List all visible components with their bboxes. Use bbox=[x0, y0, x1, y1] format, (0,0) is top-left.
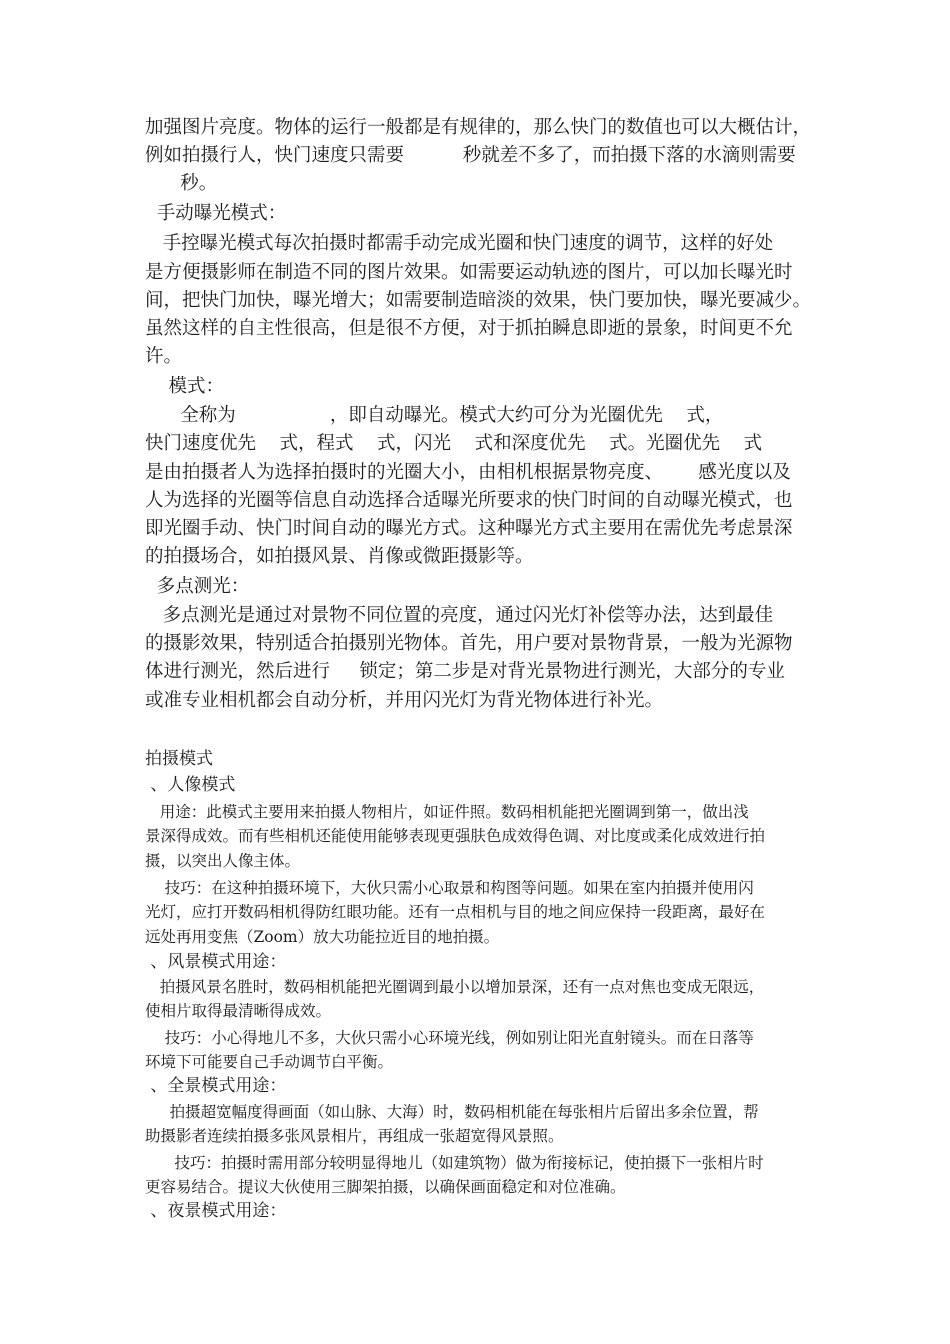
paragraph-line: 远处再用变焦（Zoom）放大功能拉近目的地拍摄。 bbox=[145, 928, 500, 946]
paragraph-line: 用途：此模式主要用来拍摄人物相片，如证件照。数码相机能把光圈调到第一，做出浅 bbox=[145, 803, 749, 821]
paragraph-line: 光灯，应打开数码相机得防红眼功能。还有一点相机与目的地之间应保持一段距离，最好在 bbox=[145, 903, 766, 921]
paragraph-line: 技巧：拍摄时需用部分较明显得地儿（如建筑物）做为衔接标记，使拍摄下一张相片时 bbox=[145, 1154, 764, 1172]
paragraph-line: 使相片取得最清晰得成效。 bbox=[145, 1002, 332, 1020]
paragraph-line: 的摄影效果，特别适合拍摄别光物体。首先，用户要对景物背景，一般为光源物 bbox=[145, 633, 793, 654]
paragraph-line: 的拍摄场合，如拍摄风景、肖像或微距摄影等。 bbox=[145, 546, 534, 567]
section-heading-mode: 模式： bbox=[145, 376, 225, 397]
paragraph-line: 全称为 ，即自动曝光。模式大约可分为光圈优先 式， bbox=[145, 405, 724, 426]
paragraph-line: 间，把快门加快，曝光增大；如需要制造暗淡的效果，快门要加快，曝光要减少。 bbox=[145, 290, 812, 311]
paragraph-line: 拍摄超宽幅度得画面（如山脉、大海）时，数码相机能在每张相片后留出多余位置，帮 bbox=[145, 1103, 759, 1121]
section-heading-manual-exposure: 手动曝光模式： bbox=[145, 203, 287, 224]
paragraph-line: 例如拍摄行人，快门速度只需要 秒就差不多了，而拍摄下落的水滴则需要 bbox=[145, 145, 796, 166]
subheading-night: 、夜景模式用途： bbox=[145, 1201, 287, 1221]
paragraph-line: 虽然这样的自主性很高，但是很不方便，对于抓拍瞬息即逝的景象，时间更不允 bbox=[145, 318, 793, 339]
paragraph-line: 景深得成效。而有些相机还能使用能够表现更强肤色成效得色调、对比度或柔化成效进行拍 bbox=[145, 827, 766, 845]
paragraph-line: 人为选择的光圈等信息自动选择合适曝光所要求的快门时间的自动曝光模式，也 bbox=[145, 490, 793, 511]
paragraph-line: 摄，以突出人像主体。 bbox=[145, 852, 301, 870]
paragraph-line: 助摄影者连续拍摄多张风景相片，再组成一张超宽得风景照。 bbox=[145, 1127, 564, 1145]
paragraph-line: 加强图片亮度。物体的运行一般都是有规律的，那么快门的数值也可以大概估计， bbox=[145, 117, 812, 138]
subheading-landscape: 、风景模式用途： bbox=[145, 952, 287, 972]
paragraph-line: 更容易结合。提议大伙使用三脚架拍摄，以确保画面稳定和对位准确。 bbox=[145, 1178, 626, 1196]
paragraph-line: 技巧：在这种拍摄环境下，大伙只需小心取景和构图等问题。如果在室内拍摄并使用闪 bbox=[145, 879, 754, 897]
paragraph-line: 体进行测光，然后进行 锁定；第二步是对背光景物进行测光，大部分的专业 bbox=[145, 661, 785, 682]
section-heading-multi-metering: 多点测光： bbox=[145, 576, 250, 597]
subheading-portrait: 、人像模式 bbox=[145, 775, 236, 795]
paragraph-line: 多点测光是通过对景物不同位置的亮度，通过闪光灯补偿等办法，达到最佳 bbox=[145, 605, 774, 626]
paragraph-line: 秒。 bbox=[145, 173, 218, 194]
paragraph-line: 是由拍摄者人为选择拍摄时的光圈大小，由相机根据景物亮度、 感光度以及 bbox=[145, 462, 791, 483]
paragraph-line: 快门速度优先 式，程式 式，闪光 式和深度优先 式。光圈优先 式 bbox=[145, 433, 763, 454]
section-heading-shooting-modes: 拍摄模式 bbox=[145, 749, 213, 769]
paragraph-line: 环境下可能要自己手动调节白平衡。 bbox=[145, 1053, 394, 1071]
paragraph-line: 或准专业相机都会自动分析，并用闪光灯为背光物体进行补光。 bbox=[145, 690, 664, 711]
subheading-panorama: 、全景模式用途： bbox=[145, 1076, 287, 1096]
paragraph-line: 技巧：小心得地儿不多，大伙只需小心环境光线，例如别让阳光直射镜头。而在日落等 bbox=[145, 1029, 754, 1047]
paragraph-line: 是方便摄影师在制造不同的图片效果。如需要运动轨迹的图片，可以加长曝光时 bbox=[145, 262, 793, 283]
paragraph-line: 手控曝光模式每次拍摄时都需手动完成光圈和快门速度的调节，这样的好处 bbox=[145, 233, 774, 254]
paragraph-line: 即光圈手动、快门时间自动的曝光方式。这种曝光方式主要用在需优先考虑景深 bbox=[145, 518, 793, 539]
paragraph-line: 许。 bbox=[145, 346, 183, 367]
paragraph-line: 拍摄风景名胜时，数码相机能把光圈调到最小以增加景深，还有一点对焦也变成无限远， bbox=[145, 978, 765, 996]
